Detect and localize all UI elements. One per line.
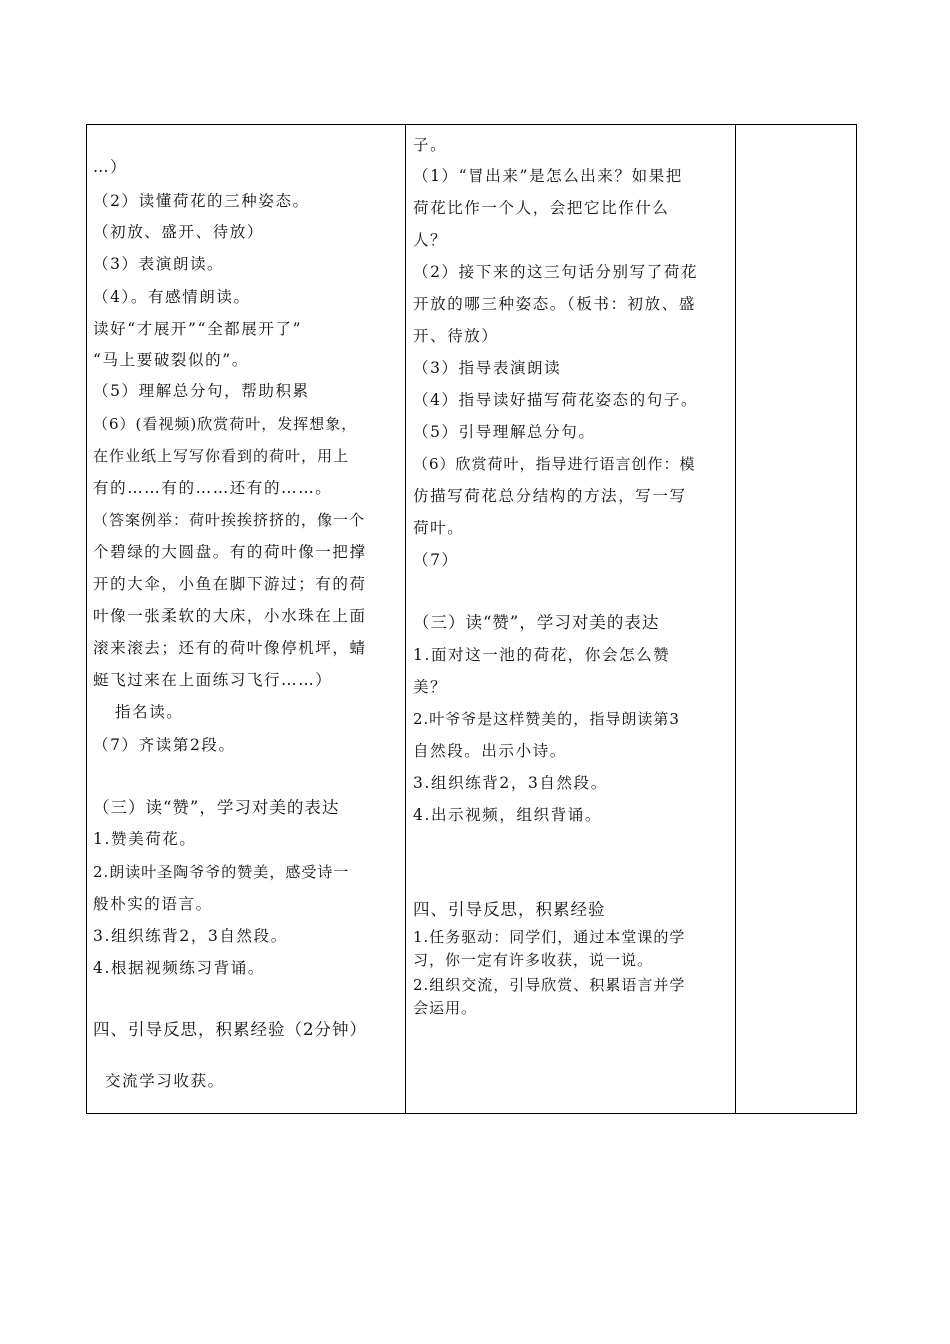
column-divider (405, 125, 406, 1113)
text-line: 习，你一定有许多收获，说一说。 (413, 951, 654, 969)
text-line: 滚来滚去；还有的荷叶像停机坪，蜻 (93, 639, 367, 657)
text-line: （5）理解总分句，帮助积累 (93, 382, 310, 400)
text-line: 2.组织交流，引导欣赏、积累语言并学 (413, 976, 686, 994)
text-line: （初放、盛开、待放） (93, 223, 265, 241)
text-line: 3.组织练背2，3自然段。 (93, 927, 288, 945)
text-line: （6）欣赏荷叶，指导进行语言创作：模 (413, 455, 696, 473)
text-line: （1）“冒出来”是怎么出来？如果把 (413, 167, 683, 185)
notes-column (737, 125, 855, 1113)
text-line: 仿描写荷花总分结构的方法，写一写 (413, 487, 687, 505)
text-line: 个碧绿的大圆盘。有的荷叶像一把撑 (93, 543, 367, 561)
text-line: （答案例举：荷叶挨挨挤挤的，像一个 (93, 511, 366, 529)
text-line: 1.面对这一池的荷花，你会怎么赞 (413, 646, 671, 664)
column-divider (735, 125, 736, 1113)
text-line: 1.任务驱动：同学们，通过本堂课的学 (413, 928, 686, 946)
text-line: 4.根据视频练习背诵。 (93, 959, 265, 977)
section-heading: 四、引导反思，积累经验 (413, 900, 606, 919)
text-line: （7）齐读第2段。 (93, 736, 236, 754)
text-line: 叶像一张柔软的大床，小水珠在上面 (93, 607, 367, 625)
text-line: （2）接下来的这三句话分别写了荷花 (413, 263, 699, 281)
text-line: 荷花比作一个人，会把它比作什么 (413, 199, 670, 217)
text-line: 自然段。出示小诗。 (413, 742, 567, 760)
text-line: 有的……有的……还有的……。 (93, 479, 333, 497)
text-line: 交流学习收获。 (105, 1072, 225, 1090)
text-line: 在作业纸上写写你看到的荷叶，用上 (93, 447, 350, 465)
text-line: 读好“才展开”“全都展开了” (93, 320, 303, 338)
text-line: 蜓飞过来在上面练习飞行……） (93, 671, 333, 689)
text-line: 1.赞美荷花。 (93, 830, 197, 848)
text-line: （3）指导表演朗读 (413, 359, 562, 377)
text-line: （4）。有感情朗读。 (93, 288, 251, 306)
text-line: 人？ (413, 231, 448, 249)
text-line: （2）读懂荷花的三种姿态。 (93, 192, 310, 210)
text-line: 荷叶。 (413, 519, 465, 537)
text-line: 指名读。 (115, 703, 184, 721)
text-line: 4.出示视频，组织背诵。 (413, 806, 602, 824)
text-line: （6）(看视频)欣赏荷叶，发挥想象， (93, 415, 358, 433)
text-line: （5）引导理解总分句。 (413, 423, 596, 441)
text-line: 般朴实的语言。 (93, 895, 213, 913)
text-line: 开的大伞，小鱼在脚下游过；有的荷 (93, 575, 367, 593)
text-line: 2.朗读叶圣陶爷爷的赞美，感受诗一 (93, 863, 350, 881)
section-heading: （三）读“赞”，学习对美的表达 (93, 798, 340, 817)
text-line: 开放的哪三种姿态。（板书：初放、盛 (413, 295, 696, 313)
text-line: 会运用。 (413, 999, 478, 1017)
section-heading: （三）读“赞”，学习对美的表达 (413, 613, 660, 632)
text-line: （7） (413, 551, 459, 569)
text-line: 子。 (413, 136, 448, 154)
lesson-plan-table (86, 124, 857, 1114)
text-line: 开、待放） (413, 327, 499, 345)
text-line: 3.组织练背2，3自然段。 (413, 774, 608, 792)
text-line: …） (93, 158, 128, 176)
section-heading: 四、引导反思，积累经验（2分钟） (93, 1020, 367, 1039)
text-line: “马上要破裂似的”。 (93, 351, 249, 369)
text-line: （4）指导读好描写荷花姿态的句子。 (413, 391, 699, 409)
text-line: 2.叶爷爷是这样赞美的，指导朗读第3 (413, 710, 680, 728)
text-line: （3）表演朗读。 (93, 255, 225, 273)
text-line: 美？ (413, 678, 448, 696)
